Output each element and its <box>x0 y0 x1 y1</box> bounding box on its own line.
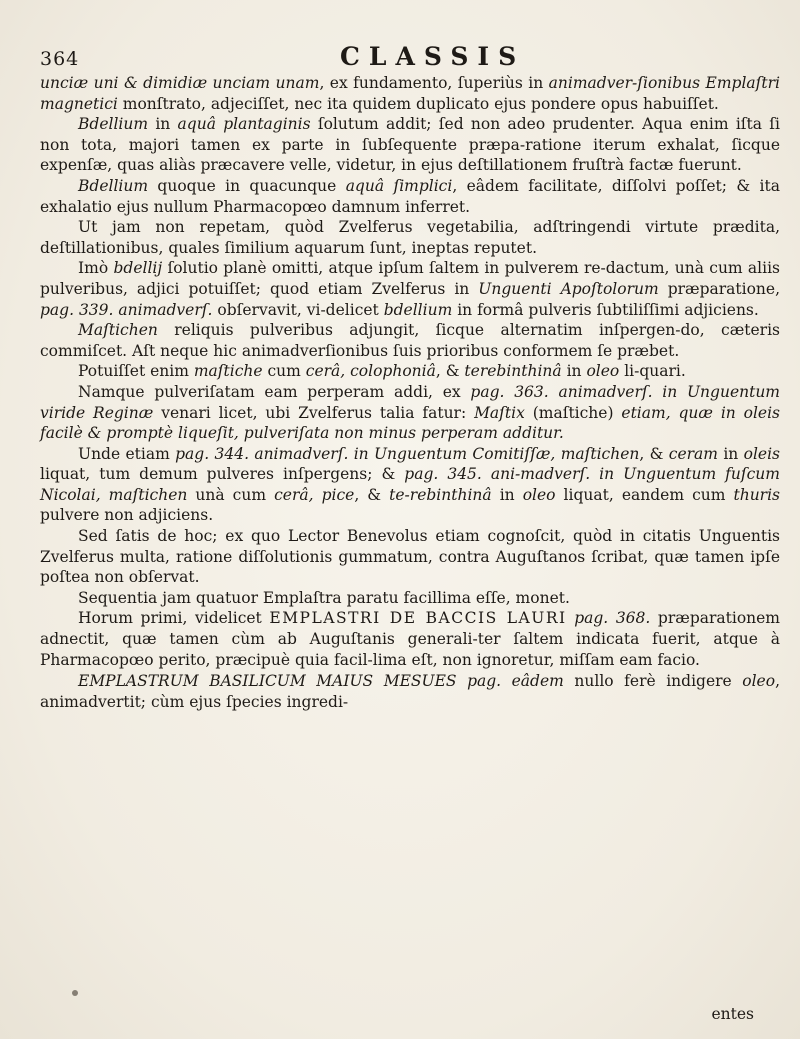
text-run: liquat, tum demum pulveres inſpergens; & <box>40 465 405 484</box>
text-run: pulvere non adjiciens. <box>40 506 214 525</box>
italic-run: EMPLASTRUM BASILICUM MAIUS MESUES <box>78 672 457 691</box>
text-run: , animadvertit; cùm ejus ſpecies ingredi- <box>40 672 780 711</box>
italic-run: oleo <box>586 362 620 381</box>
text-run: cum <box>262 362 306 381</box>
text-run: , & <box>639 444 669 463</box>
italic-run: bdellij <box>113 259 163 278</box>
text-run: Sequentia jam quatuor Emplaſtra paratu facillima eſſe, monet. <box>78 588 570 607</box>
paragraph-unde-etiam <box>40 444 780 526</box>
italic-run: thuris <box>733 485 780 504</box>
text-run: ſolutum addit; ſed non adeo prudenter. Aqua enim iſta ſi non tota, majori tamen ex parte in ſubſequente præpa-ratione iterum exhalat, ſicque expenſæ, quas aliàs præcavere velle, videtur, in ejus deſtillationem fruſtrà factæ fuerunt. <box>40 115 780 175</box>
paragraph-sed-satis <box>40 526 780 588</box>
caps-run: EMPLASTRI DE BACCIS LAURI <box>269 609 567 628</box>
text-run: monſtrato, adjeciſſet, nec ita quidem duplicato ejus pondere opus habuiſſet. <box>117 94 719 113</box>
text-run: , & <box>354 485 390 504</box>
text-run: in <box>491 485 523 504</box>
italic-run: unciæ uni & dimidiæ unciam unam <box>40 74 320 92</box>
text-run: Unde etiam <box>78 444 176 463</box>
italic-run: te-rebinthinâ <box>389 485 492 504</box>
text-run: præparatione, <box>658 279 781 298</box>
paragraph-bdellij-solutio <box>40 258 780 320</box>
italic-run: terebinthinâ <box>464 362 562 381</box>
text-run: li-quari. <box>619 362 686 381</box>
text-run: obſervavit, vi-delicet <box>212 300 384 319</box>
catchword: entes <box>711 1005 754 1023</box>
page-header <box>40 42 780 72</box>
italic-run: pag. 344. animadverſ. in Unguentum Comitiſſæ, maſtichen <box>175 444 640 463</box>
italic-run: pag. 345. ani-madverſ. in Unguentum fuſcum Nicolai, maſtichen <box>40 465 780 504</box>
italic-run: pag. eâdem <box>467 672 564 691</box>
page-number: 364 <box>40 48 80 70</box>
italic-run: etiam, quæ in oleis facilè & promptè liqueſit, pulveriſata non minus perperam additur. <box>40 403 781 443</box>
italic-run: oleo <box>742 672 776 691</box>
text-run: nullo ferè indigere <box>563 672 743 691</box>
italic-run: cerâ, colophoniâ <box>305 362 436 381</box>
text-run: Sed ſatis de hoc; ex quo Lector Benevolus etiam cognoſcit, quòd in citatis Unguentis Zvelferus multa, ratione diſſolutionis gummatum, contra Auguſtanos ſcribat, quæ tamen ipſe poſtea non obſervat. <box>40 527 780 587</box>
running-title: CLASSIS <box>340 42 526 71</box>
paragraph-emplastrum-basilicum <box>40 671 780 712</box>
text-run: , eâdem facilitate, diſſolvi poſſet; & ita exhalatio ejus nullum Pharmacopœo damnum inferret. <box>40 176 780 216</box>
text-run: , & <box>435 362 465 381</box>
text-run: quoque in quacunque <box>148 176 346 195</box>
italic-run: Maſtichen <box>78 321 158 340</box>
italic-run: pag. 339. animadverſ. <box>40 300 213 319</box>
italic-run: Bdellium <box>78 115 149 134</box>
italic-run: bdellium <box>383 300 453 319</box>
text-run: Namque pulveriſatam eam perperam addi, ex <box>78 382 471 401</box>
text-run <box>457 672 468 690</box>
italic-run: maſtiche <box>193 362 263 381</box>
text-run: reliquis pulveribus adjungit, ſicque alternatim inſpergen-do, cæteris commiſcet. Aſt neque hic animadverſionibus ſuis prioribus conformem ſe præbet. <box>40 321 780 360</box>
text-run: præparationem adnectit, quæ tamen cùm ab Auguſtanis generali-ter ſaltem indicata fuerit, atque à Pharmacopœo perito, præcipuè quia facil-lima eſt, non ignoretur, miſſam eam facio. <box>40 609 780 669</box>
text-run: in <box>148 115 178 134</box>
text-run: ſolutio planè omitti, atque ipſum ſaltem in pulverem re-dactum, unà cum aliis pulveribus, adjici potuiſſet; quod etiam Zvelferus in <box>40 259 780 298</box>
italic-run: animadver-ſionibus Emplaſtri magnetici <box>40 74 780 113</box>
text-run: in <box>561 362 587 381</box>
paragraph-sequentia <box>40 588 780 609</box>
paragraph-continuation <box>40 73 780 114</box>
text-run: Potuiſſet enim <box>78 362 194 381</box>
text-run: , ex fundamento, ſuperiùs in <box>319 74 549 92</box>
paragraph-mastichen <box>40 320 780 361</box>
paragraph-namque <box>40 382 780 444</box>
italic-run: Unguenti Apoſtolorum <box>478 279 659 298</box>
italic-run: Maſtix <box>474 403 533 422</box>
text-run: unà cum <box>187 485 275 504</box>
body-text <box>40 73 780 712</box>
text-run: Horum primi, videlicet <box>78 609 270 628</box>
paragraph-bdellium-aqua-simplici <box>40 176 780 217</box>
paragraph-bdellium-aqua-plantaginis <box>40 114 780 176</box>
text-run: in <box>718 444 744 463</box>
italic-run: oleis <box>743 444 780 463</box>
paragraph-potuisset <box>40 361 780 382</box>
italic-run: pag. 368. <box>574 609 651 628</box>
text-run: Ut jam non repetam, quòd Zvelferus vegetabilia, adſtringendi virtute prædita, deſtillationibus, quales ſimilium aquarum ſunt, ineptas reputet. <box>40 218 780 257</box>
italic-run: ceram <box>668 444 718 463</box>
text-run: liquat, eandem cum <box>555 485 734 504</box>
ink-blot <box>72 990 78 996</box>
italic-run: Bdellium <box>78 176 149 195</box>
italic-run: aquâ plantaginis <box>177 115 311 134</box>
text-run: venari licet, ubi Zvelferus talia fatur: <box>153 403 475 422</box>
text-run: (maſtiche) <box>532 403 622 422</box>
italic-run: pag. 363. animadverſ. in Unguentum viride Reginæ <box>40 382 781 422</box>
italic-run: oleo <box>522 485 556 504</box>
paragraph-zvelferus-vegetabilia <box>40 217 780 258</box>
italic-run: cerâ, pice <box>274 485 355 504</box>
text-run: Imò <box>78 259 114 278</box>
italic-run: aquâ ſimplici <box>345 176 453 195</box>
text-run: in formâ pulveris ſubtiliſſimi adjiciens. <box>452 300 759 319</box>
paragraph-horum-primi <box>40 608 780 670</box>
